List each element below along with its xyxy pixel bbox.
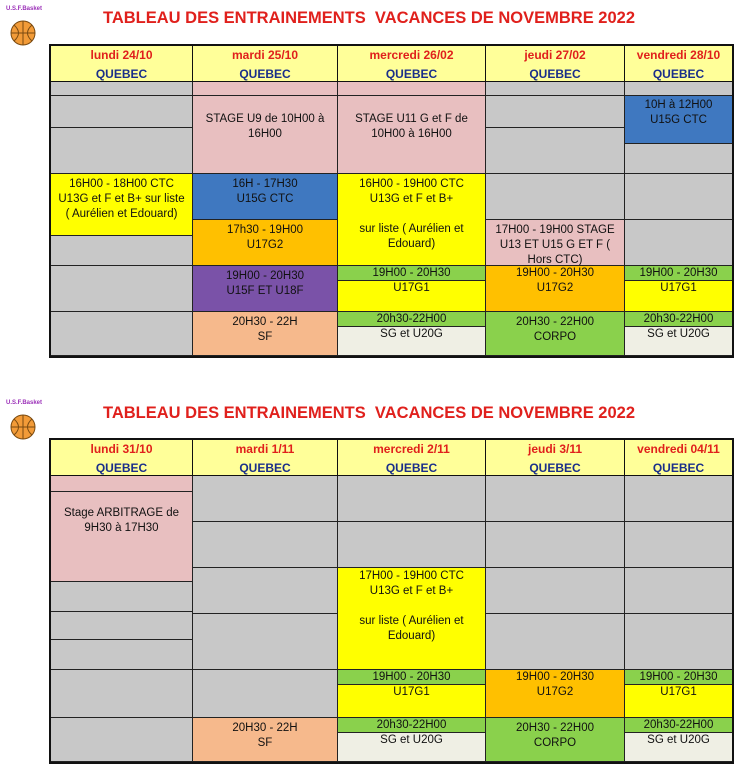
session-tue-stage: STAGE U9 de 10H00 à 16H00 — [193, 96, 338, 174]
day-header: jeudi 3/11 QUEBEC — [486, 440, 625, 476]
session-wed-ctc-line2: sur liste ( Aurélien et Edouard) — [359, 615, 464, 642]
empty-slot — [625, 522, 732, 568]
schedule-table-week-2 — [49, 438, 734, 764]
empty-slot — [51, 612, 193, 640]
session-mon-ctc: 16H00 - 18H00 CTC U13G et F et B+ sur liste ( Aurélien et Edouard) — [51, 174, 193, 236]
empty-slot — [193, 568, 338, 614]
empty-slot — [625, 476, 732, 522]
day-header: mercredi 26/02 QUEBEC — [338, 46, 486, 82]
session-thu-stage: 17H00 - 19H00 STAGE U13 ET U15 G ET F ( Hors CTC) — [486, 220, 625, 266]
empty-slot — [338, 476, 486, 522]
day-header: mardi 1/11 QUEBEC — [193, 440, 338, 476]
session-tue-u15g: 16H - 17H30 U15G CTC — [193, 174, 338, 220]
empty-slot — [51, 128, 193, 174]
session-tue-sf: 20H30 - 22H SF — [193, 718, 338, 762]
session-fri-u17g1-team: U17G1 — [625, 685, 732, 718]
empty-slot — [625, 174, 732, 220]
day-header: lundi 24/10 QUEBEC — [51, 46, 193, 82]
logo-text: U.S.F.Basket — [6, 400, 43, 406]
session-fri-u17g1-time: 19H00 - 20H30 — [625, 266, 732, 281]
session-wed-sg-time: 20h30-22H00 — [338, 312, 486, 327]
day-header: mercredi 2/11 QUEBEC — [338, 440, 486, 476]
session-thu-u17g2 — [486, 670, 625, 718]
empty-slot — [486, 522, 625, 568]
day-header: vendredi 04/11 QUEBEC — [625, 440, 732, 476]
session-wed-ctc — [338, 568, 486, 670]
session-tue-sf: 20H30 - 22H SF — [193, 312, 338, 356]
day-header: lundi 31/10 QUEBEC — [51, 440, 193, 476]
session-wed-ctc — [338, 174, 486, 266]
empty-slot — [51, 236, 193, 266]
empty-slot — [625, 568, 732, 614]
session-thu-u17g2 — [486, 266, 625, 312]
session-fri-sg-time: 20h30-22H00 — [625, 312, 732, 327]
empty-slot — [486, 128, 625, 174]
empty-slot — [51, 312, 193, 356]
empty-slot — [51, 476, 193, 492]
empty-slot — [51, 640, 193, 670]
session-fri-u17g1-team: U17G1 — [625, 281, 732, 312]
empty-slot — [51, 82, 193, 96]
session-thu-u17g2-time: 19H00 - 20H30 — [516, 671, 594, 683]
session-wed-ctc-line2: sur liste ( Aurélien et Edouard) — [359, 223, 464, 250]
empty-slot — [51, 718, 193, 762]
session-mon-arbitrage: Stage ARBITRAGE de 9H30 à 17H30 — [51, 492, 193, 582]
session-thu-u17g2-team: U17G2 — [536, 282, 574, 294]
empty-slot — [51, 670, 193, 718]
session-fri-sg-time: 20h30-22H00 — [625, 718, 732, 733]
session-fri-sg-team: SG et U20G — [625, 733, 732, 762]
empty-slot — [193, 82, 338, 96]
day-header: mardi 25/10 QUEBEC — [193, 46, 338, 82]
empty-slot — [193, 476, 338, 522]
session-wed-u17g1-time: 19H00 - 20H30 — [338, 266, 486, 281]
page-title-week-2: TABLEAU DES ENTRAINEMENTS VACANCES DE NOVEMBRE 2022 — [102, 404, 636, 422]
empty-slot — [486, 174, 625, 220]
empty-slot — [51, 582, 193, 612]
session-thu-corpo: 20H30 - 22H00 CORPO — [486, 718, 625, 762]
schedule-table-week-1 — [49, 44, 734, 358]
session-wed-sg-team: SG et U20G — [338, 327, 486, 356]
empty-slot — [625, 220, 732, 266]
empty-slot — [193, 522, 338, 568]
page-title-week-1: TABLEAU DES ENTRAINEMENTS VACANCES DE NOVEMBRE 2022 — [102, 9, 636, 27]
session-fri-u17g1-time: 19H00 - 20H30 — [625, 670, 732, 685]
session-wed-u17g1-team: U17G1 — [338, 281, 486, 312]
day-header: vendredi 28/10 QUEBEC — [625, 46, 732, 82]
empty-slot — [486, 96, 625, 128]
empty-slot — [338, 82, 486, 96]
empty-slot — [486, 476, 625, 522]
empty-slot — [625, 82, 732, 96]
day-header: jeudi 27/02 QUEBEC — [486, 46, 625, 82]
empty-slot — [193, 614, 338, 670]
empty-slot — [486, 82, 625, 96]
session-wed-u17g1-time: 19H00 - 20H30 — [338, 670, 486, 685]
empty-slot — [338, 522, 486, 568]
empty-slot — [486, 568, 625, 614]
session-fri-morning: 10H à 12H00 U15G CTC — [625, 96, 732, 144]
session-thu-u17g2-time: 19H00 - 20H30 — [516, 267, 594, 279]
session-wed-u17g1-team: U17G1 — [338, 685, 486, 718]
session-thu-corpo: 20H30 - 22H00 CORPO — [486, 312, 625, 356]
empty-slot — [51, 96, 193, 128]
empty-slot — [51, 266, 193, 312]
session-wed-stage: STAGE U11 G et F de 10H00 à 16H00 — [338, 96, 486, 174]
session-tue-u15f: 19H00 - 20H30 U15F ET U18F — [193, 266, 338, 312]
session-wed-sg-time: 20h30-22H00 — [338, 718, 486, 733]
empty-slot — [486, 614, 625, 670]
empty-slot — [625, 614, 732, 670]
empty-slot — [625, 144, 732, 174]
session-tue-u17g2: 17h30 - 19H00 U17G2 — [193, 220, 338, 266]
session-wed-sg-team: SG et U20G — [338, 733, 486, 762]
empty-slot — [193, 670, 338, 718]
session-thu-u17g2-team: U17G2 — [536, 686, 574, 698]
session-wed-ctc-line1: 17H00 - 19H00 CTC U13G et F et B+ — [359, 570, 464, 597]
logo-text: U.S.F.Basket — [6, 6, 43, 12]
session-wed-ctc-line1: 16H00 - 19H00 CTC U13G et F et B+ — [359, 178, 464, 205]
session-fri-sg-team: SG et U20G — [625, 327, 732, 356]
